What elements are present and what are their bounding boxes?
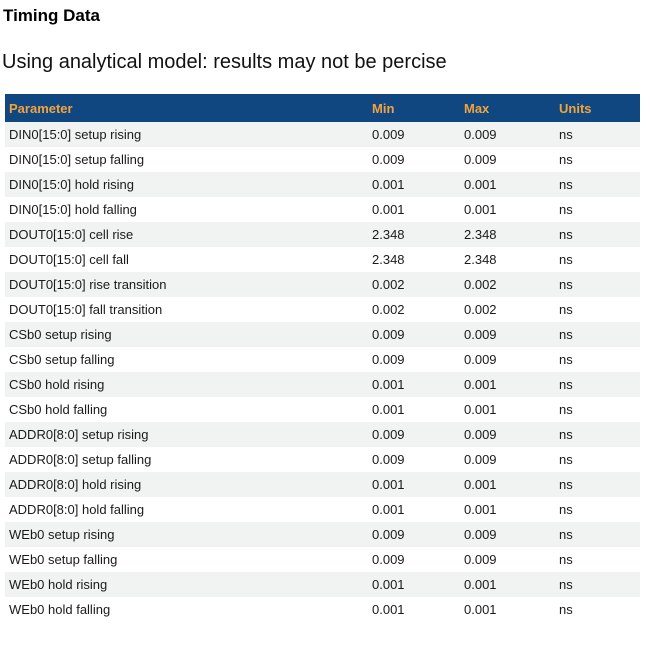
max-cell: 2.348 <box>464 227 497 242</box>
max-cell: 0.001 <box>464 202 497 217</box>
min-cell: 0.001 <box>372 602 405 617</box>
units-cell: ns <box>559 177 573 192</box>
table-header-row <box>5 94 640 122</box>
min-cell: 0.009 <box>372 452 405 467</box>
column-header-units: Units <box>555 94 640 122</box>
min-cell: 2.348 <box>372 227 405 242</box>
min-cell: 0.009 <box>372 527 405 542</box>
min-cell: 2.348 <box>372 252 405 267</box>
parameter-cell: CSb0 setup falling <box>9 352 115 367</box>
min-cell: 0.001 <box>372 577 405 592</box>
max-cell: 0.001 <box>464 177 497 192</box>
units-cell: ns <box>559 227 573 242</box>
parameter-cell: DOUT0[15:0] fall transition <box>9 302 163 317</box>
timing-report-page <box>0 6 650 652</box>
max-cell: 2.348 <box>464 252 497 267</box>
parameter-cell: WEb0 setup rising <box>9 527 115 542</box>
max-cell: 0.009 <box>464 352 497 367</box>
min-cell: 0.001 <box>372 502 405 517</box>
units-cell: ns <box>559 302 573 317</box>
table-row <box>5 422 640 447</box>
table-row <box>5 247 640 272</box>
parameter-cell: ADDR0[8:0] hold rising <box>9 477 142 492</box>
units-cell: ns <box>559 452 573 467</box>
units-cell: ns <box>559 602 573 617</box>
table-row <box>5 472 640 497</box>
units-cell: ns <box>559 402 573 417</box>
min-cell: 0.002 <box>372 277 405 292</box>
table-row <box>5 497 640 522</box>
min-cell: 0.009 <box>372 352 405 367</box>
max-cell: 0.001 <box>464 477 497 492</box>
min-cell: 0.002 <box>372 302 405 317</box>
parameter-cell: WEb0 setup falling <box>9 552 118 567</box>
min-cell: 0.009 <box>372 327 405 342</box>
min-cell: 0.009 <box>372 552 405 567</box>
table-row <box>5 547 640 572</box>
table-row <box>5 372 640 397</box>
table-row <box>5 572 640 597</box>
timing-table <box>5 94 640 622</box>
timing-table-body <box>5 122 640 622</box>
column-header-max: Max <box>460 94 555 122</box>
column-header-min: Min <box>368 94 460 122</box>
table-row <box>5 197 640 222</box>
table-row <box>5 322 640 347</box>
min-cell: 0.001 <box>372 377 405 392</box>
min-cell: 0.001 <box>372 202 405 217</box>
units-cell: ns <box>559 202 573 217</box>
table-row <box>5 522 640 547</box>
units-cell: ns <box>559 427 573 442</box>
max-cell: 0.009 <box>464 127 497 142</box>
parameter-cell: DIN0[15:0] setup rising <box>9 127 142 142</box>
max-cell: 0.002 <box>464 277 497 292</box>
column-header-parameter: Parameter <box>5 94 368 122</box>
table-row <box>5 272 640 297</box>
table-row <box>5 397 640 422</box>
units-cell: ns <box>559 127 573 142</box>
page-subtitle: Using analytical model: results may not be percise <box>2 51 447 73</box>
units-cell: ns <box>559 252 573 267</box>
min-cell: 0.001 <box>372 177 405 192</box>
units-cell: ns <box>559 552 573 567</box>
units-cell: ns <box>559 327 573 342</box>
min-cell: 0.001 <box>372 402 405 417</box>
parameter-cell: DOUT0[15:0] cell rise <box>9 227 134 242</box>
table-row <box>5 297 640 322</box>
units-cell: ns <box>559 477 573 492</box>
table-row <box>5 597 640 622</box>
parameter-cell: CSb0 hold rising <box>9 377 105 392</box>
max-cell: 0.001 <box>464 377 497 392</box>
parameter-cell: DIN0[15:0] hold falling <box>9 202 137 217</box>
table-row <box>5 222 640 247</box>
max-cell: 0.001 <box>464 577 497 592</box>
units-cell: ns <box>559 277 573 292</box>
parameter-cell: CSb0 hold falling <box>9 402 108 417</box>
max-cell: 0.002 <box>464 302 497 317</box>
parameter-cell: ADDR0[8:0] setup rising <box>9 427 149 442</box>
table-row <box>5 172 640 197</box>
parameter-cell: CSb0 setup rising <box>9 327 112 342</box>
table-row <box>5 122 640 147</box>
parameter-cell: ADDR0[8:0] setup falling <box>9 452 152 467</box>
max-cell: 0.009 <box>464 327 497 342</box>
table-row <box>5 347 640 372</box>
units-cell: ns <box>559 527 573 542</box>
table-row <box>5 147 640 172</box>
max-cell: 0.009 <box>464 152 497 167</box>
units-cell: ns <box>559 577 573 592</box>
max-cell: 0.009 <box>464 527 497 542</box>
min-cell: 0.009 <box>372 427 405 442</box>
max-cell: 0.001 <box>464 602 497 617</box>
min-cell: 0.009 <box>372 127 405 142</box>
parameter-cell: WEb0 hold rising <box>9 577 108 592</box>
parameter-cell: WEb0 hold falling <box>9 602 111 617</box>
units-cell: ns <box>559 352 573 367</box>
parameter-cell: DOUT0[15:0] rise transition <box>9 277 167 292</box>
parameter-cell: DOUT0[15:0] cell fall <box>9 252 129 267</box>
page-title: Timing Data <box>3 6 100 25</box>
parameter-cell: DIN0[15:0] setup falling <box>9 152 145 167</box>
max-cell: 0.009 <box>464 452 497 467</box>
parameter-cell: DIN0[15:0] hold rising <box>9 177 135 192</box>
units-cell: ns <box>559 152 573 167</box>
parameter-cell: ADDR0[8:0] hold falling <box>9 502 145 517</box>
max-cell: 0.009 <box>464 552 497 567</box>
min-cell: 0.009 <box>372 152 405 167</box>
max-cell: 0.001 <box>464 402 497 417</box>
units-cell: ns <box>559 377 573 392</box>
max-cell: 0.009 <box>464 427 497 442</box>
table-row <box>5 447 640 472</box>
min-cell: 0.001 <box>372 477 405 492</box>
units-cell: ns <box>559 502 573 517</box>
max-cell: 0.001 <box>464 502 497 517</box>
